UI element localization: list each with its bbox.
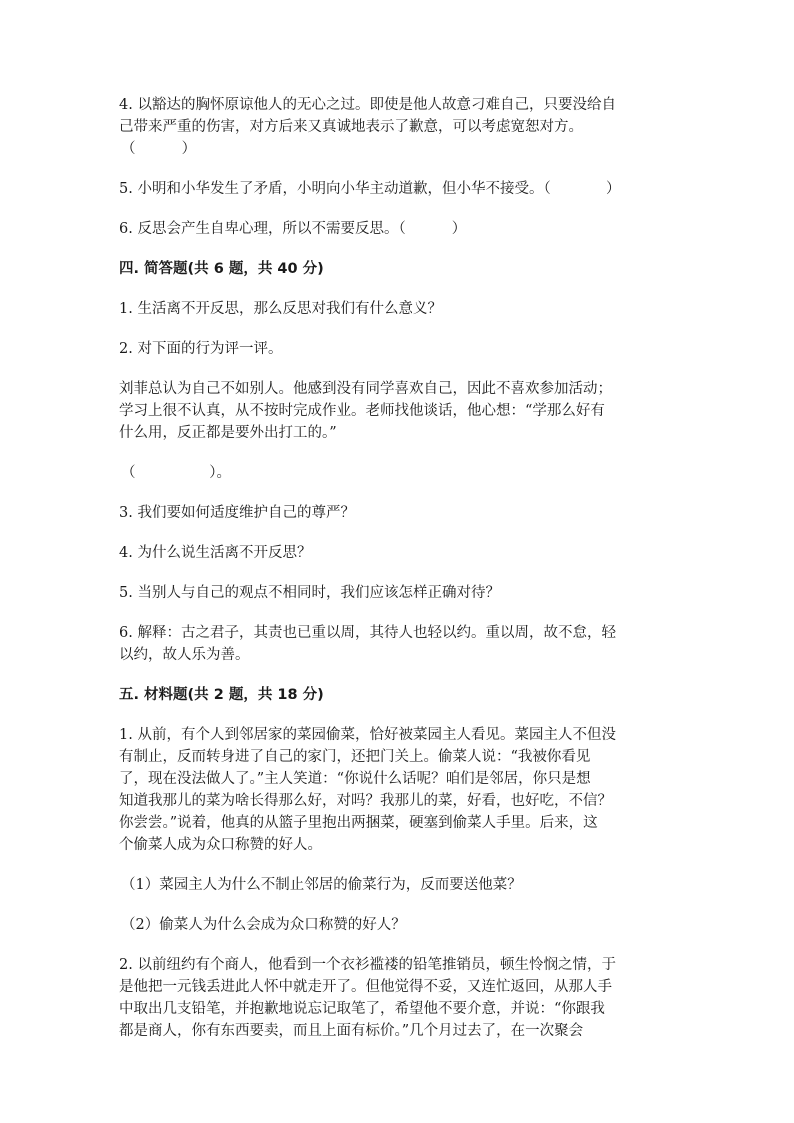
section-five-title: 五. 材料题(共 2 题，共 18 分) <box>119 687 324 703</box>
judge-q5: 5. 小明和小华发生了矛盾，小明向小华主动道歉，但小华不接受。（ ） <box>119 181 621 197</box>
short-answer-q4: 4. 为什么说生活离不开反思？ <box>119 545 312 561</box>
material-one-line: 知道我那儿的菜为啥长得那么好，对吗？我那儿的菜，好看，也好吃，不信？ <box>119 793 612 809</box>
material-two-line: 都是商人，你有东西要卖，而且上面有标价。”几个月过去了，在一次聚会 <box>119 1023 584 1039</box>
judge-q4-answer-blank: （ ） <box>121 141 197 157</box>
short-answer-q3: 3. 我们要如何适度维护自己的尊严？ <box>119 505 355 521</box>
section-four-title: 四. 简答题(共 6 题，共 40 分) <box>119 261 324 277</box>
material-two-line: 是他把一元钱丢进此人怀中就走开了。但他觉得不妥，又连忙返回，从那人手 <box>119 979 612 995</box>
material-one-line: 你尝尝。”说着，他真的从篮子里抱出两捆菜，硬塞到偷菜人手里。后来，这 <box>119 815 598 831</box>
material-one-line: 个偷菜人成为众口称赞的好人。 <box>119 837 322 853</box>
q2-material-line2: 学习上很不认真，从不按时完成作业。老师找他谈话，他心想：“学那么好有 <box>119 403 605 419</box>
material-one-sub-q1: （1）菜园主人为什么不制止邻居的偷菜行为，反而要送他菜？ <box>121 877 522 893</box>
q2-material-line1: 刘菲总认为自己不如别人。他感到没有同学喜欢自己，因此不喜欢参加活动； <box>119 381 612 397</box>
material-one <box>119 724 667 856</box>
material-one-line: 有制止，反而转身进了自己的家门，还把门关上。偷菜人说：“我被你看见 <box>119 749 591 765</box>
material-two <box>119 954 667 1042</box>
short-answer-q2: 2. 对下面的行为评一评。 <box>119 341 283 357</box>
material-one-line: 了，现在没法做人了。”主人笑道：“你说什么话呢？咱们是邻居，你只是想 <box>119 771 591 787</box>
short-answer-q5: 5. 当别人与自己的观点不相同时，我们应该怎样正确对待？ <box>119 585 500 601</box>
judge-q4-line2: 己带来严重的伤害，对方后来又真诚地表示了歉意，可以考虑宽恕对方。 <box>119 119 583 135</box>
q2-answer-blank: （ ）。 <box>121 465 231 481</box>
exam-page <box>119 94 667 1042</box>
judge-q6: 6. 反思会产生自卑心理，所以不需要反思。（ ） <box>119 221 467 237</box>
material-one-line: 1. 从前，有个人到邻居家的菜园偷菜，恰好被菜园主人看见。菜园主人不但没 <box>119 727 616 743</box>
short-answer-q6-line2: 以约，故人乐为善。 <box>119 647 250 663</box>
short-answer-q1: 1. 生活离不开反思，那么反思对我们有什么意义？ <box>119 301 442 317</box>
material-two-line: 2. 以前纽约有个商人，他看到一个衣衫褴褛的铅笔推销员，顿生怜悯之情，于 <box>119 957 616 973</box>
material-one-sub-q2: （2）偷菜人为什么会成为众口称赞的好人？ <box>121 917 406 933</box>
short-answer-q6-line1: 6. 解释：古之君子，其责也已重以周，其待人也轻以约。重以周，故不怠，轻 <box>119 625 616 641</box>
judge-q4-line1: 4. 以豁达的胸怀原谅他人的无心之过。即使是他人故意刁难自己，只要没给自 <box>119 97 616 113</box>
material-two-line: 中取出几支铅笔，并抱歉地说忘记取笔了，希望他不要介意，并说：“你跟我 <box>119 1001 605 1017</box>
q2-material-line3: 什么用，反正都是要外出打工的。” <box>119 425 337 441</box>
